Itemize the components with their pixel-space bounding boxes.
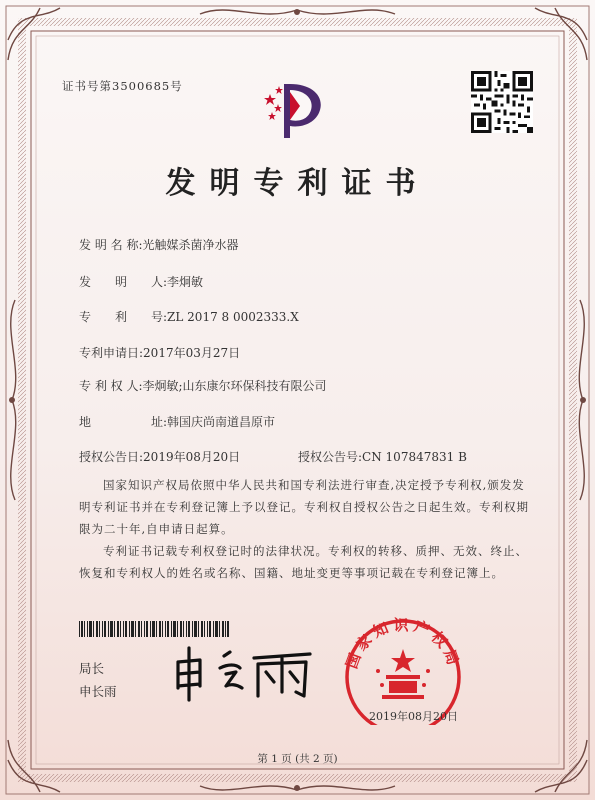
invention-name-label: 发 明 名 称: <box>79 238 143 252</box>
body-paragraph-1: 国家知识产权局依照中华人民共和国专利法进行审查,决定授予专利权,颁发发明专利证书并在专利登记簿上予以登记。专利权自授权公告之日起生效。专利权期限为二十年,自申请日起算。 <box>79 478 529 536</box>
director-name: 申长雨 <box>79 684 117 699</box>
seal-date: 2019年08月20日 <box>369 710 458 723</box>
certificate-title: 发明专利证书 <box>165 166 430 201</box>
invention-name-row <box>79 236 239 253</box>
barcode-icon <box>79 621 229 637</box>
qr-code-icon <box>471 71 533 133</box>
invention-name-value: 光触媒杀菌净水器 <box>142 238 239 252</box>
filing-date-value: 2017年03月27日 <box>143 346 241 360</box>
certificate-number: 证书号第3500685号 <box>62 79 183 93</box>
body-paragraph-2: 专利证书记载专利权登记时的法律状况。专利权的转移、质押、无效、终止、恢复和专利权人的姓名或名称、国籍、地址变更等事项记载在专利登记簿上。 <box>79 544 528 580</box>
filing-date-label: 专利申请日: <box>79 346 144 360</box>
svg-text:国家知识产权局: 国家知识产权局 <box>342 616 464 671</box>
address-label: 地 址: <box>79 415 168 429</box>
grant-date-row <box>79 448 240 465</box>
grant-number-value: CN 107847831 B <box>362 450 467 464</box>
cnipa-logo-icon <box>262 80 332 140</box>
patentee-label: 专 利 权 人: <box>79 379 143 393</box>
page-number: 第 1 页 (共 2 页) <box>257 753 338 765</box>
address-row <box>79 413 275 430</box>
patent-number-row <box>79 308 299 325</box>
grant-date-label: 授权公告日: <box>79 450 144 464</box>
inventor-value: 李炯敏 <box>167 275 204 289</box>
inventor-label: 发 明 人: <box>79 275 168 289</box>
grant-date-value: 2019年08月20日 <box>143 450 241 464</box>
patentee-row <box>79 377 327 394</box>
filing-date-row <box>79 344 240 361</box>
patentee-value: 李炯敏;山东康尔环保科技有限公司 <box>142 379 327 393</box>
director-signature <box>170 642 320 702</box>
grant-number-label: 授权公告号: <box>298 450 363 464</box>
inventor-row <box>79 273 203 290</box>
director-title: 局长 <box>79 661 105 676</box>
grant-number-row <box>298 448 467 465</box>
address-value: 韩国庆尚南道昌原市 <box>167 415 276 429</box>
patent-number-value: ZL 2017 8 0002333.X <box>167 310 299 324</box>
patent-number-label: 专 利 号: <box>79 310 168 324</box>
